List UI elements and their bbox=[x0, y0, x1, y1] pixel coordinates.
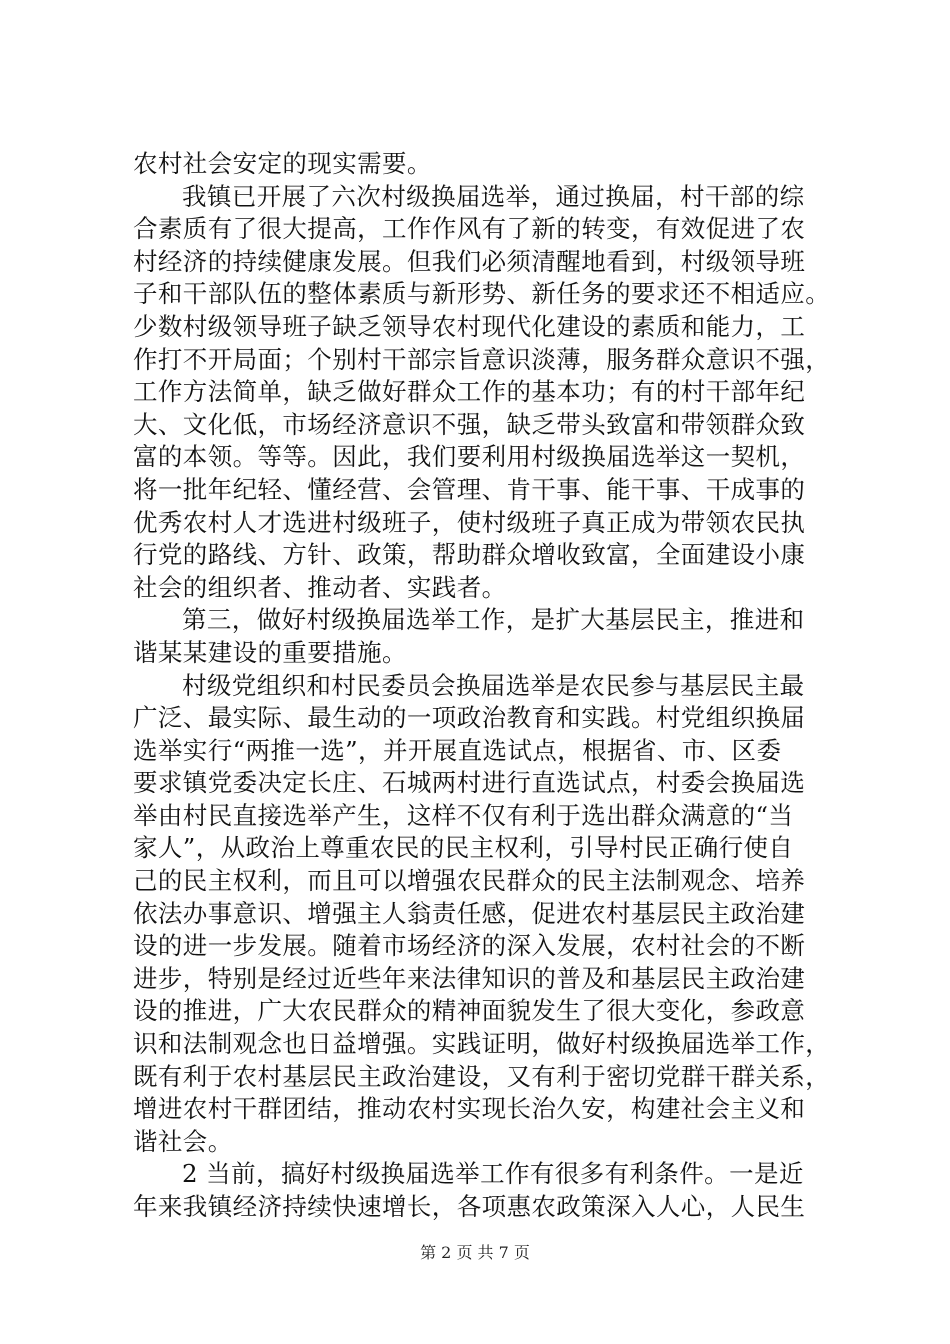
text-line: 设的进一步发展。随着市场经济的深入发展，农村社会的不断 bbox=[133, 931, 806, 961]
text-line: 识和法制观念也日益增强。实践证明，做好村级换届选举工作， bbox=[133, 1029, 831, 1059]
document-body bbox=[133, 148, 833, 1224]
text-line: 依法办事意识、增强主人翁责任感，促进农村基层民主政治建 bbox=[133, 898, 806, 928]
text-line: 设的推进，广大农民群众的精神面貌发生了很大变化，参政意 bbox=[133, 996, 806, 1026]
text-line: 年来我镇经济持续快速增长，各项惠农政策深入人心，人民生 bbox=[133, 1192, 806, 1221]
text-line: 进步，特别是经过近些年来法律知识的普及和基层民主政治建 bbox=[133, 963, 806, 993]
text-line: 将一批年纪轻、懂经营、会管理、肯干事、能干事、干成事的 bbox=[133, 474, 806, 504]
text-line: 工作方法简单，缺乏做好群众工作的基本功；有的村干部年纪 bbox=[133, 377, 806, 407]
text-line: 优秀农村人才选进村级班子，使村级班子真正成为带领农民执 bbox=[133, 507, 806, 537]
text-line: 谐某某建设的重要措施。 bbox=[133, 637, 407, 667]
text-line: 己的民主权利，而且可以增强农民群众的民主法制观念、培养 bbox=[133, 866, 806, 896]
text-line: 第三，做好村级换届选举工作，是扩大基层民主，推进和 bbox=[182, 605, 805, 635]
text-line: 大、文化低，市场经济意识不强，缺乏带头致富和带领群众致 bbox=[133, 409, 806, 439]
text-line: 农村社会安定的现实需要。 bbox=[133, 149, 432, 178]
text-line: 选举实行“两推一选”，并开展直选试点，根据省、市、区委 bbox=[133, 735, 782, 765]
page-number-footer: 第 2 页 共 7 页 bbox=[420, 1243, 530, 1262]
text-line: 举由村民直接选举产生，这样不仅有利于选出群众满意的“当 bbox=[133, 800, 794, 830]
text-line: 家人”，从政治上尊重农民的民主权利，引导村民正确行使自 bbox=[133, 833, 794, 863]
text-line: 富的本领。等等。因此，我们要利用村级换届选举这一契机， bbox=[133, 442, 806, 472]
text-line: 广泛、最实际、最生动的一项政治教育和实践。村党组织换届 bbox=[133, 703, 806, 733]
text-line: 社会的组织者、推动者、实践者。 bbox=[133, 572, 507, 602]
text-line: 要求镇党委决定长庄、石城两村进行直选试点，村委会换届选 bbox=[133, 768, 806, 798]
text-line: 既有利于农村基层民主政治建设，又有利于密切党群干群关系， bbox=[133, 1061, 831, 1091]
text-line: 作打不开局面；个别村干部宗旨意识淡薄，服务群众意识不强， bbox=[133, 344, 831, 374]
text-line: 子和干部队伍的整体素质与新形势、新任务的要求还不相适应。 bbox=[133, 279, 831, 309]
text-line: 合素质有了很大提高，工作作风有了新的转变，有效促进了农 bbox=[133, 214, 806, 244]
text-line: 少数村级领导班子缺乏领导农村现代化建设的素质和能力，工 bbox=[133, 311, 806, 341]
text-line: 谐社会。 bbox=[133, 1126, 233, 1156]
text-line: 我镇已开展了六次村级换届选举，通过换届，村干部的综 bbox=[182, 181, 805, 211]
text-line: 增进农村干群团结，推动农村实现长治久安，构建社会主义和 bbox=[133, 1094, 806, 1124]
text-line: 村级党组织和村民委员会换届选举是农民参与基层民主最 bbox=[182, 670, 805, 700]
text-line: 2 当前，搞好村级换届选举工作有很多有利条件。一是近 bbox=[182, 1159, 804, 1189]
text-line: 村经济的持续健康发展。但我们必须清醒地看到，村级领导班 bbox=[133, 246, 806, 276]
text-line: 行党的路线、方针、政策，帮助群众增收致富，全面建设小康 bbox=[133, 540, 806, 570]
